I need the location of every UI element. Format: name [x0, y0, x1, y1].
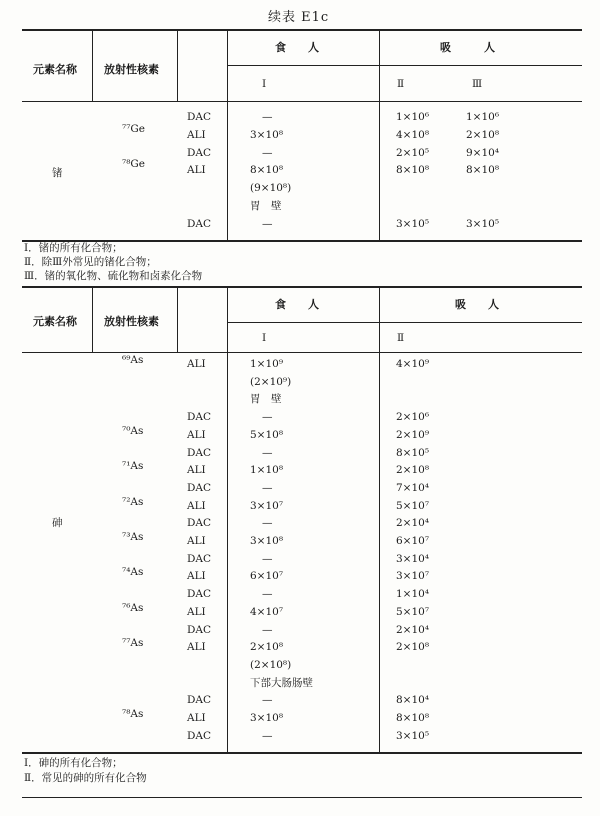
header-col-iii: Ⅲ: [472, 78, 483, 90]
header-col-ii: Ⅱ: [397, 332, 405, 344]
limit-type: DAC: [187, 447, 212, 459]
ingestion-value: —: [262, 111, 273, 123]
ingestion-value: (9×10⁸): [250, 182, 292, 194]
inhalation-ii-value: 2×10⁵: [396, 147, 430, 159]
inhalation-ii-value: 2×10⁴: [396, 517, 430, 529]
ingestion-value: 3×10⁸: [250, 712, 284, 724]
header-col-i: I: [262, 332, 267, 344]
ingestion-value: —: [262, 553, 273, 565]
table1-note: Ⅰ．锗的所有化合物；: [24, 242, 123, 254]
nuclide-label: ⁷⁸Ge: [122, 158, 146, 170]
ingestion-value: —: [262, 694, 273, 706]
inhalation-ii-value: 3×10⁷: [396, 570, 430, 582]
limit-type: DAC: [187, 588, 212, 600]
inhalation-ii-value: 8×10⁸: [396, 712, 430, 724]
inhalation-iii-value: 3×10⁵: [466, 218, 500, 230]
nuclide-label: ⁷⁶As: [122, 602, 144, 614]
nuclide-label: ⁷³As: [122, 531, 144, 543]
ingestion-value: —: [262, 588, 273, 600]
limit-type: DAC: [187, 111, 212, 123]
inhalation-ii-value: 2×10⁶: [396, 411, 430, 423]
inhalation-ii-value: 5×10⁷: [396, 500, 430, 512]
ingestion-value: 下部大肠肠壁: [250, 677, 313, 689]
nuclide-label: ⁷⁷Ge: [122, 123, 146, 135]
inhalation-iii-value: 8×10⁸: [466, 164, 500, 176]
table2-note: Ⅱ．常见的砷的所有化合物: [24, 772, 147, 784]
inhalation-ii-value: 2×10⁴: [396, 624, 430, 636]
ingestion-value: 3×10⁸: [250, 129, 284, 141]
ingestion-value: 3×10⁸: [250, 535, 284, 547]
header-col-ii: Ⅱ: [397, 78, 405, 90]
ingestion-value: 5×10⁸: [250, 429, 284, 441]
ingestion-value: —: [262, 447, 273, 459]
ingestion-value: 胃 壁: [250, 200, 282, 212]
nuclide-label: ⁷⁷As: [122, 637, 144, 649]
inhalation-ii-value: 4×10⁸: [396, 129, 430, 141]
ingestion-value: 1×10⁹: [250, 358, 284, 370]
table1-note: Ⅱ．除Ⅲ外常见的锗化合物；: [24, 256, 157, 268]
header-element-name: 元素名称: [33, 315, 77, 328]
ingestion-value: 胃 壁: [250, 393, 282, 405]
header-nuclide: 放射性核素: [104, 63, 159, 76]
limit-type: ALI: [187, 712, 206, 724]
ingestion-value: —: [262, 411, 273, 423]
nuclide-label: ⁷⁸As: [122, 708, 144, 720]
ingestion-value: —: [262, 482, 273, 494]
header-ingestion: 食 人: [275, 41, 319, 54]
limit-type: ALI: [187, 464, 206, 476]
nuclide-label: ⁷⁰As: [122, 425, 144, 437]
element-germanium: 锗: [52, 167, 63, 179]
limit-type: ALI: [187, 606, 206, 618]
element-arsenic: 砷: [52, 517, 63, 529]
limit-type: ALI: [187, 164, 206, 176]
inhalation-ii-value: 3×10⁴: [396, 553, 430, 565]
ingestion-value: 8×10⁸: [250, 164, 284, 176]
inhalation-ii-value: 3×10⁵: [396, 730, 430, 742]
ingestion-value: (2×10⁸): [250, 659, 292, 671]
ingestion-value: —: [262, 147, 273, 159]
inhalation-ii-value: 7×10⁴: [396, 482, 430, 494]
header-element-name: 元素名称: [33, 63, 77, 76]
limit-type: DAC: [187, 218, 212, 230]
limit-type: DAC: [187, 411, 212, 423]
header-inhalation: 吸 人: [440, 41, 495, 54]
inhalation-ii-value: 8×10⁸: [396, 164, 430, 176]
limit-type: ALI: [187, 429, 206, 441]
limit-type: ALI: [187, 358, 206, 370]
limit-type: ALI: [187, 500, 206, 512]
ingestion-value: —: [262, 624, 273, 636]
header-nuclide: 放射性核素: [104, 315, 159, 328]
ingestion-value: 1×10⁸: [250, 464, 284, 476]
inhalation-ii-value: 2×10⁸: [396, 464, 430, 476]
limit-type: DAC: [187, 624, 212, 636]
inhalation-iii-value: 2×10⁸: [466, 129, 500, 141]
inhalation-iii-value: 9×10⁴: [466, 147, 500, 159]
inhalation-iii-value: 1×10⁶: [466, 111, 500, 123]
inhalation-ii-value: 8×10⁵: [396, 447, 430, 459]
ingestion-value: 4×10⁷: [250, 606, 284, 618]
ingestion-value: 6×10⁷: [250, 570, 284, 582]
table2-note: Ⅰ．砷的所有化合物；: [24, 757, 123, 769]
limit-type: ALI: [187, 570, 206, 582]
inhalation-ii-value: 2×10⁹: [396, 429, 430, 441]
inhalation-ii-value: 5×10⁷: [396, 606, 430, 618]
inhalation-ii-value: 2×10⁸: [396, 641, 430, 653]
ingestion-value: 3×10⁷: [250, 500, 284, 512]
page-title: 续表 E1c: [268, 10, 330, 25]
limit-type: DAC: [187, 147, 212, 159]
limit-type: DAC: [187, 730, 212, 742]
inhalation-ii-value: 1×10⁶: [396, 111, 430, 123]
ingestion-value: —: [262, 218, 273, 230]
nuclide-label: ⁷²As: [122, 496, 144, 508]
limit-type: DAC: [187, 517, 212, 529]
table1-note: Ⅲ．锗的氧化物、硫化物和卤素化合物: [24, 270, 203, 282]
nuclide-label: ⁶⁹As: [122, 354, 144, 366]
limit-type: ALI: [187, 535, 206, 547]
ingestion-value: (2×10⁹): [250, 376, 292, 388]
nuclide-label: ⁷⁴As: [122, 566, 144, 578]
ingestion-value: 2×10⁸: [250, 641, 284, 653]
inhalation-ii-value: 1×10⁴: [396, 588, 430, 600]
inhalation-ii-value: 4×10⁹: [396, 358, 430, 370]
nuclide-label: ⁷¹As: [122, 460, 144, 472]
header-inhalation: 吸 人: [455, 298, 499, 311]
ingestion-value: —: [262, 730, 273, 742]
header-ingestion: 食 人: [275, 298, 319, 311]
limit-type: DAC: [187, 694, 212, 706]
limit-type: DAC: [187, 553, 212, 565]
ingestion-value: —: [262, 517, 273, 529]
limit-type: ALI: [187, 129, 206, 141]
inhalation-ii-value: 8×10⁴: [396, 694, 430, 706]
header-col-i: I: [262, 78, 267, 90]
limit-type: DAC: [187, 482, 212, 494]
inhalation-ii-value: 3×10⁵: [396, 218, 430, 230]
inhalation-ii-value: 6×10⁷: [396, 535, 430, 547]
limit-type: ALI: [187, 641, 206, 653]
